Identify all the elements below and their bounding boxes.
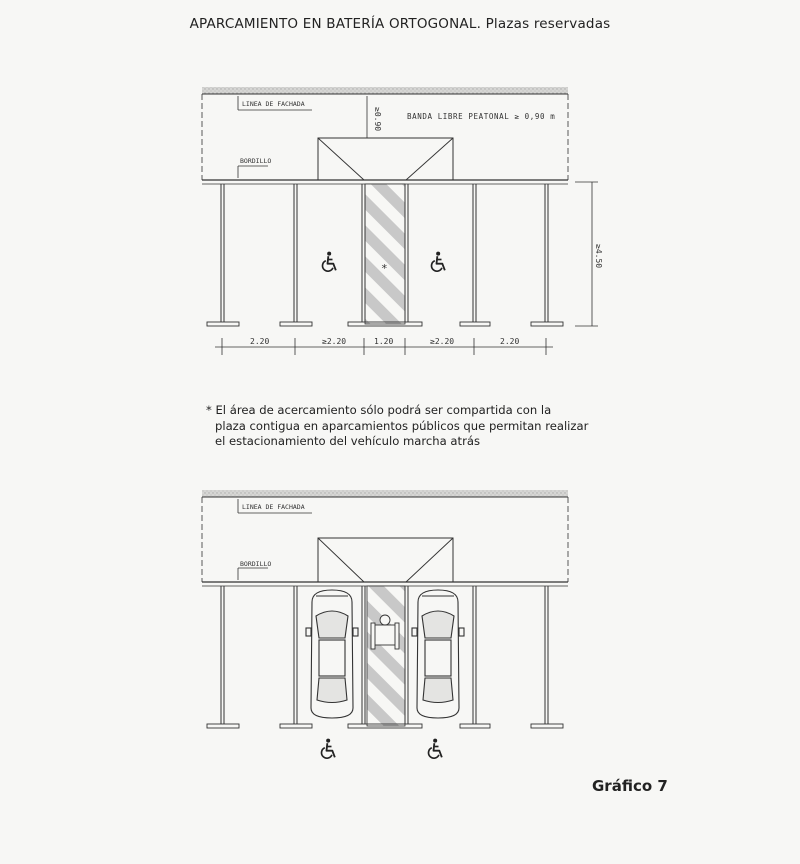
width-dim-5: 2.20 bbox=[500, 337, 520, 346]
wheelchair-icon bbox=[322, 739, 335, 759]
facade-band bbox=[202, 87, 568, 94]
figure-label: Gráfico 7 bbox=[592, 777, 668, 795]
access-asterisk: * bbox=[381, 262, 388, 275]
footnote bbox=[206, 403, 626, 450]
footnote-line-2: plaza contigua en aparcamientos públicos que permitan realizar bbox=[215, 418, 589, 433]
wheelchair-icon bbox=[432, 252, 445, 271]
width-dim-3: 1.20 bbox=[374, 337, 394, 346]
wheelchair-icon bbox=[429, 739, 442, 759]
width-dim-1: 2.20 bbox=[250, 337, 270, 346]
access-area bbox=[365, 184, 405, 324]
facade-label: LINEA DE FACHADA bbox=[242, 100, 305, 108]
access-area bbox=[367, 586, 405, 726]
curb-label: BORDILLO bbox=[240, 560, 272, 568]
curb-label: BORDILLO bbox=[240, 157, 272, 165]
footnote-line-3: el estacionamiento del vehículo marcha atrás bbox=[215, 434, 480, 448]
sidewalk-label: BANDA LIBRE PEATONAL ≥ 0,90 m bbox=[407, 112, 556, 121]
width-dim-4: ≥2.20 bbox=[430, 337, 455, 346]
curb-ramp bbox=[318, 538, 453, 582]
sidewalk-dim: ≥0.90 bbox=[373, 107, 382, 132]
curb-ramp bbox=[318, 138, 453, 180]
bottom-plan bbox=[202, 490, 568, 758]
car-left bbox=[306, 590, 358, 718]
car-right bbox=[412, 590, 464, 718]
top-plan bbox=[202, 87, 603, 355]
diagram-title: APARCAMIENTO EN BATERÍA ORTOGONAL. Plazas reservadas bbox=[189, 16, 611, 32]
depth-dim: ≥4.50 bbox=[594, 244, 603, 269]
wheelchair-icon bbox=[323, 252, 336, 271]
width-dim-2: ≥2.20 bbox=[322, 337, 347, 346]
footnote-line-1: * El área de acercamiento sólo podrá ser compartida con la bbox=[206, 403, 552, 417]
facade-band bbox=[202, 490, 568, 497]
facade-label: LINEA DE FACHADA bbox=[242, 503, 305, 511]
